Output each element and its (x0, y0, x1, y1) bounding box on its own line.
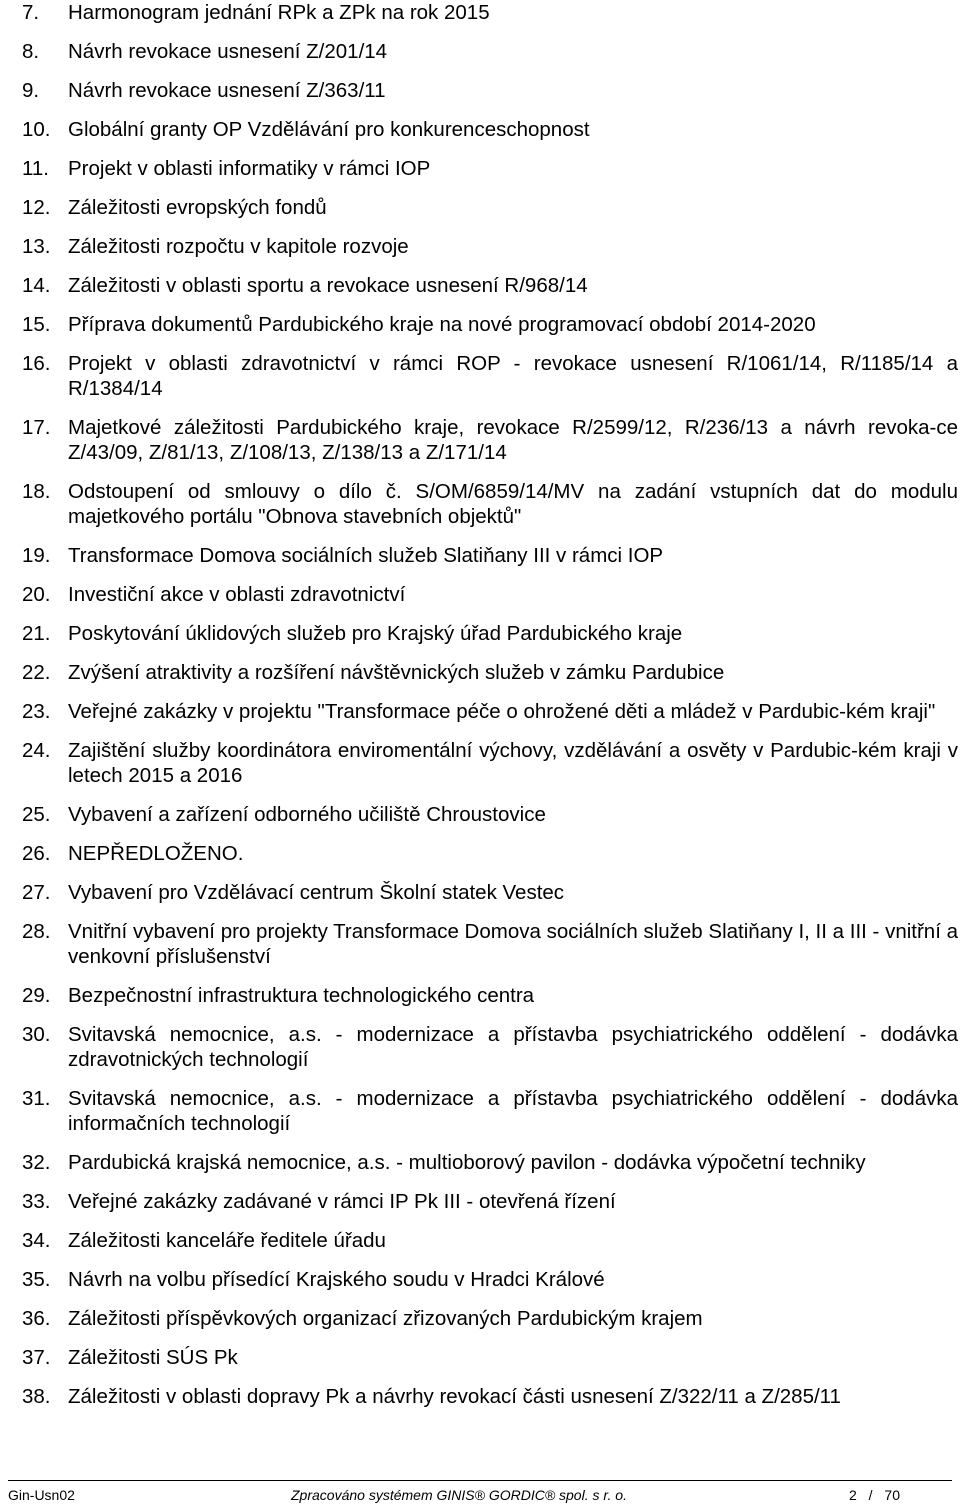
agenda-item (22, 312, 958, 337)
agenda-item (22, 273, 958, 298)
agenda-item-number: 20. (22, 583, 51, 606)
agenda-item-number: 18. (22, 480, 51, 503)
agenda-item-text: Návrh revokace usnesení Z/363/11 (68, 79, 386, 102)
agenda-item-number: 11. (22, 157, 49, 180)
agenda-item-number: 16. (22, 352, 51, 375)
agenda-item (22, 415, 958, 465)
agenda-item-text: Záležitosti rozpočtu v kapitole rozvoje (68, 235, 409, 258)
agenda-item (22, 621, 958, 646)
agenda-item-number: 36. (22, 1307, 51, 1330)
agenda-item-number: 24. (22, 739, 51, 762)
agenda-item-text: NEPŘEDLOŽENO. (68, 842, 244, 865)
footer-generator: Zpracováno systémem GINIS® GORDIC® spol. s r. o. (291, 1487, 627, 1503)
agenda-item-number: 34. (22, 1229, 51, 1252)
agenda-item (22, 1384, 958, 1409)
agenda-item-text: Globální granty OP Vzdělávání pro konkurenceschopnost (68, 118, 590, 141)
agenda-item-number: 23. (22, 700, 51, 723)
agenda-item-text: Transformace Domova sociálních služeb Slatiňany III v rámci IOP (68, 544, 664, 567)
agenda-item (22, 195, 958, 220)
agenda-item-text: Veřejné zakázky v projektu "Transformace péče o ohrožené děti a mládež v Pardubic-kém kraji" (68, 700, 936, 723)
agenda-item (22, 117, 958, 142)
agenda-item-number: 12. (22, 196, 51, 219)
agenda-item (22, 1022, 958, 1072)
agenda-item (22, 582, 958, 607)
agenda-item-text: Záležitosti SÚS Pk (68, 1346, 238, 1369)
agenda-item-number: 27. (22, 881, 51, 904)
agenda-item (22, 880, 958, 905)
agenda-item-text: Majetkové záležitosti Pardubického kraje, revokace R/2599/12, R/236/13 a návrh revoka-ce Z/43/09, Z/81/13, Z/108/13, Z/138/13 a Z/171/14 (68, 416, 958, 464)
agenda-item (22, 234, 958, 259)
agenda-item-text: Projekt v oblasti informatiky v rámci IOP (68, 157, 431, 180)
agenda-item-text: Veřejné zakázky zadávané v rámci IP Pk III - otevřená řízení (68, 1190, 616, 1213)
agenda-item-text: Zvýšení atraktivity a rozšíření návštěvnických služeb v zámku Pardubice (68, 661, 725, 684)
agenda-item-text: Vybavení pro Vzdělávací centrum Školní statek Vestec (68, 881, 565, 904)
agenda-item-number: 37. (22, 1346, 51, 1369)
agenda-item-number: 17. (22, 416, 51, 439)
agenda-item (22, 78, 958, 103)
agenda-item (22, 543, 958, 568)
agenda-item (22, 351, 958, 401)
agenda-item (22, 1189, 958, 1214)
agenda-item (22, 1345, 958, 1370)
agenda-item-number: 35. (22, 1268, 51, 1291)
agenda-item-number: 15. (22, 313, 51, 336)
agenda-item (22, 738, 958, 788)
agenda-item (22, 1086, 958, 1136)
agenda-item (22, 660, 958, 685)
agenda-item-number: 8. (22, 40, 40, 63)
agenda-item-text: Poskytování úklidových služeb pro Krajský úřad Pardubického kraje (68, 622, 683, 645)
footer-document-id: Gin-Usn02 (8, 1487, 75, 1503)
agenda-item (22, 1150, 958, 1175)
agenda-item-number: 22. (22, 661, 51, 684)
agenda-item (22, 156, 958, 181)
agenda-item-number: 29. (22, 984, 51, 1007)
agenda-item (22, 841, 958, 866)
agenda-item (22, 983, 958, 1008)
agenda-item-number: 30. (22, 1023, 51, 1046)
agenda-item-number: 10. (22, 118, 51, 141)
agenda-item-text: Svitavská nemocnice, a.s. - modernizace a přístavba psychiatrického oddělení - dodávka zdravotnických technologií (68, 1023, 958, 1071)
agenda-item-number: 28. (22, 920, 51, 943)
agenda-item-number: 13. (22, 235, 51, 258)
agenda-item-text: Záležitosti příspěvkových organizací zřizovaných Pardubickým krajem (68, 1307, 703, 1330)
agenda-item-number: 38. (22, 1385, 51, 1408)
agenda-item-number: 7. (22, 1, 40, 24)
agenda-item-number: 32. (22, 1151, 51, 1174)
agenda-item (22, 919, 958, 969)
agenda-item-text: Investiční akce v oblasti zdravotnictví (68, 583, 406, 606)
page-footer (8, 1480, 952, 1506)
agenda-item-number: 14. (22, 274, 51, 297)
agenda-item-text: Vybavení a zařízení odborného učiliště Chroustovice (68, 803, 546, 826)
agenda-item-text: Příprava dokumentů Pardubického kraje na nové programovací období 2014-2020 (68, 313, 816, 336)
agenda-item-text: Pardubická krajská nemocnice, a.s. - multioborový pavilon - dodávka výpočetní techniky (68, 1151, 866, 1174)
footer-page-number: 2 / 70 (848, 1487, 900, 1503)
agenda-item-number: 31. (22, 1087, 51, 1110)
agenda-item (22, 1228, 958, 1253)
agenda-item-text: Návrh revokace usnesení Z/201/14 (68, 40, 388, 63)
agenda-item-text: Zajištění služby koordinátora enviromentální výchovy, vzdělávání a osvěty v Pardubic-kém kraji v letech 2015 a 2016 (68, 739, 958, 787)
agenda-item (22, 699, 958, 724)
agenda-item-number: 19. (22, 544, 51, 567)
agenda-item (22, 479, 958, 529)
agenda-item-text: Záležitosti v oblasti dopravy Pk a návrhy revokací části usnesení Z/322/11 a Z/285/11 (68, 1385, 841, 1408)
agenda-item-text: Odstoupení od smlouvy o dílo č. S/OM/6859/14/MV na zadání vstupních dat do modulu majetkového portálu "Obnova stavebních objektů" (68, 480, 958, 528)
agenda-item (22, 802, 958, 827)
agenda-item-number: 21. (22, 622, 51, 645)
agenda-item-text: Harmonogram jednání RPk a ZPk na rok 2015 (68, 1, 490, 24)
agenda-item-text: Vnitřní vybavení pro projekty Transformace Domova sociálních služeb Slatiňany I, II a III - vnitřní a venkovní příslušenství (68, 920, 958, 968)
agenda-item-number: 25. (22, 803, 51, 826)
agenda-item (22, 1306, 958, 1331)
agenda-item-number: 9. (22, 79, 40, 102)
agenda-item-text: Návrh na volbu přísedící Krajského soudu v Hradci Králové (68, 1268, 605, 1291)
agenda-item-text: Záležitosti kanceláře ředitele úřadu (68, 1229, 386, 1252)
agenda-item-text: Svitavská nemocnice, a.s. - modernizace a přístavba psychiatrického oddělení - dodávka informačních technologií (68, 1087, 958, 1135)
agenda-item (22, 0, 958, 25)
agenda-item-text: Projekt v oblasti zdravotnictví v rámci ROP - revokace usnesení R/1061/14, R/1185/14 a R/1384/14 (68, 352, 958, 400)
agenda-item-number: 26. (22, 842, 51, 865)
agenda-item-text: Záležitosti v oblasti sportu a revokace usnesení R/968/14 (68, 274, 588, 297)
agenda-item-number: 33. (22, 1190, 51, 1213)
agenda-item (22, 39, 958, 64)
agenda-item-text: Záležitosti evropských fondů (68, 196, 327, 219)
agenda-item (22, 1267, 958, 1292)
agenda-list (22, 0, 958, 1423)
agenda-item-text: Bezpečnostní infrastruktura technologického centra (68, 984, 535, 1007)
